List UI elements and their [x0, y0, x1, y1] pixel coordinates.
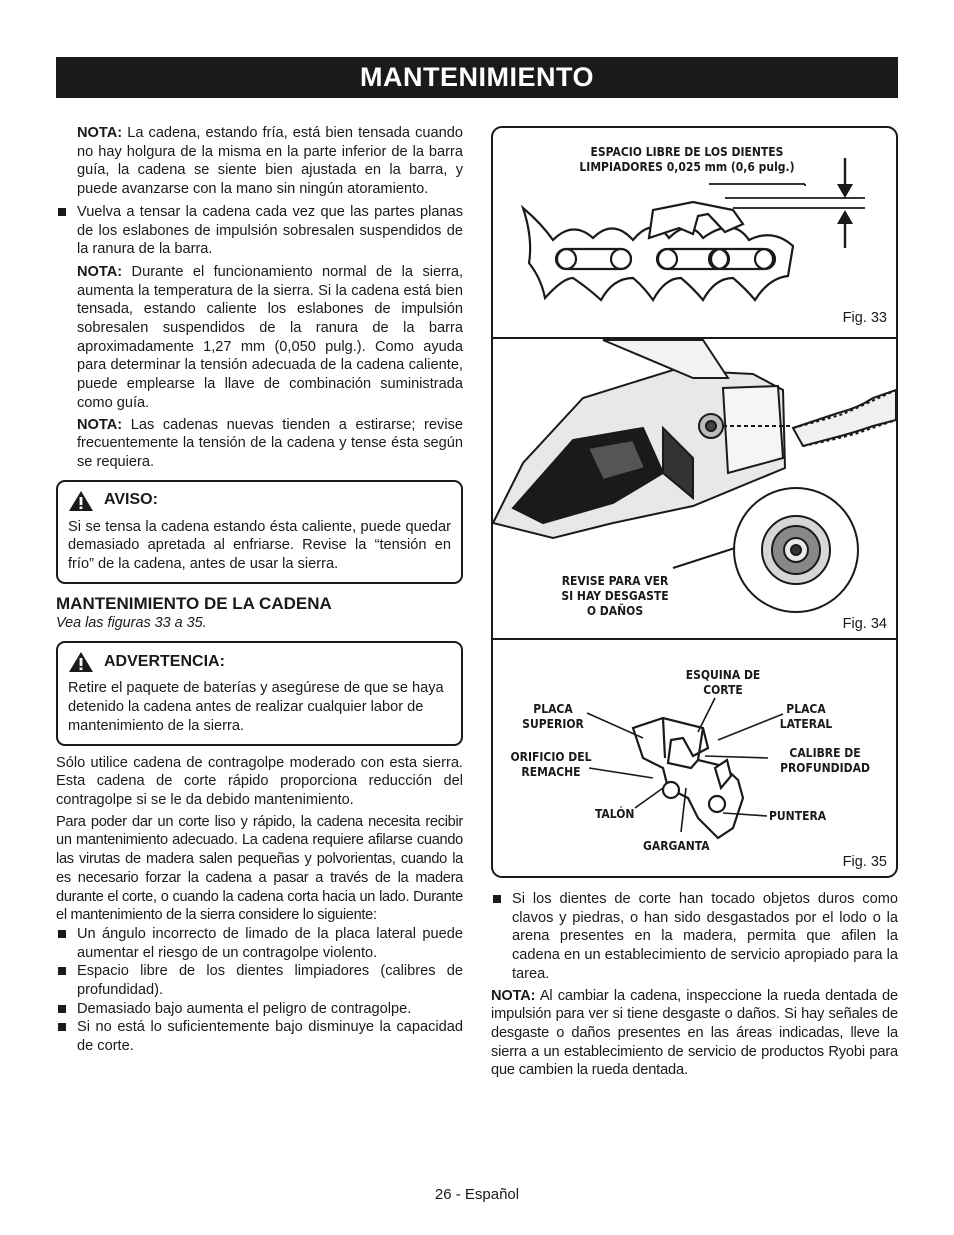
label-esquina-de-corte: ESQUINA DE CORTE — [685, 668, 761, 697]
paragraph-sharpening: Para poder dar un corte liso y rápido, la cadena necesita recibir un mantenimiento adecuado. La cadena requiere afilarse cuando las virutas de madera salen pequeñas y polvorientas, cuando la es necesario forzar la cadena a pasar a través de la madera durante el corte, o cuando la cadena corta hacia un lado. Durante el mantenimiento de la sierra considere lo siguiente: — [56, 813, 463, 924]
label-garganta: GARGANTA — [643, 839, 710, 853]
label-talon: TALÓN — [595, 807, 635, 821]
page-footer: 26 - Español — [434, 1186, 520, 1203]
warning-triangle-icon — [68, 490, 94, 512]
list-item: Vuelva a tensar la cadena cada vez que las partes planas de los eslabones de impulsión sobresalen suspendidos de la ranura de la barra. — [56, 203, 463, 259]
bullet-square-icon — [493, 895, 501, 903]
section-title: MANTENIMIENTO DE LA CADENA — [56, 593, 332, 613]
warning-triangle-icon — [68, 651, 94, 673]
fig35-caption: Fig. 35 — [842, 854, 887, 870]
bullet-square-icon — [58, 1023, 66, 1031]
fig34-label: REVISE PARA VER SI HAY DESGASTE O DAÑOS — [561, 574, 669, 618]
aviso-box — [56, 480, 463, 584]
fig33-chain-drawing — [523, 202, 793, 300]
list-item: Demasiado bajo aumenta el peligro de contragolpe. — [56, 1000, 463, 1019]
list-item: Un ángulo incorrecto de limado de la placa lateral puede aumentar el riesgo de un contragolpe violento. — [56, 925, 463, 962]
label-placa-lateral: PLACA LATERAL — [779, 702, 833, 731]
aviso-heading: AVISO: — [68, 490, 451, 512]
note-sprocket: NOTA: Al cambiar la cadena, inspeccione la rueda dentada de impulsión para ver si tiene desgaste o daños. Si hay señales de desgaste o daños presentes en las áreas indicadas, lleve la sierra a un establecimiento de servicio de productos Ryobi para que cambien la rueda dentada. — [491, 987, 898, 1079]
bullet-square-icon — [58, 1005, 66, 1013]
fig33-caption: Fig. 33 — [842, 310, 887, 326]
label-placa-superior: PLACA SUPERIOR — [522, 702, 584, 731]
bullet-square-icon — [58, 930, 66, 938]
right-column — [491, 890, 898, 1080]
figures-panel — [491, 126, 898, 878]
advertencia-box — [56, 641, 463, 745]
note-new-chains: NOTA: Las cadenas nuevas tienden a estirarse; revise frecuentemente la tensión de la cadena y tense ésta según se requiera. — [77, 416, 463, 470]
advertencia-text: Retire el paquete de baterías y asegúrese de que se haya detenido la cadena antes de realizar cualquier labor de mantenimiento de la sierra. — [68, 680, 444, 734]
bullet-square-icon — [58, 967, 66, 975]
fig34-saw-drawing — [493, 340, 896, 612]
paragraph-chain-type: Sólo utilice cadena de contragolpe moderado con esta sierra. Esta cadena de corte rápido proporciona reducción del contragolpe si se le da debido mantenimiento. — [56, 754, 463, 808]
list-item: Espacio libre de los dientes limpiadores (calibres de profundidad). — [56, 962, 463, 999]
aviso-text: Si se tensa la cadena estando ésta caliente, puede quedar demasiado apretada al enfriarse. Revise la “tensión en frío” de la cadena, antes de usar la sierra. — [68, 518, 451, 573]
left-column — [56, 124, 463, 1056]
advertencia-heading: ADVERTENCIA: — [68, 651, 451, 673]
fig33-label: ESPACIO LIBRE DE LOS DIENTES LIMPIADORES 0,025 mm (0,6 pulg.) — [579, 145, 795, 174]
list-item: Si no está lo suficientemente bajo disminuye la capacidad de corte. — [56, 1018, 463, 1055]
note-cold-tension: NOTA: La cadena, estando fría, está bien tensada cuando no hay holgura de la misma en la parte inferior de la barra guía, la cadena se siente bien ajustada en la barra, y puede avanzarse con la mano sin ningún atoramiento. — [77, 125, 463, 198]
fig34-caption: Fig. 34 — [842, 616, 887, 632]
label-puntera: PUNTERA — [769, 809, 827, 823]
section-subtitle: Vea las figuras 33 a 35. — [56, 614, 207, 631]
label-orificio-del-remache: ORIFICIO DEL REMACHE — [510, 750, 592, 779]
page-title: MANTENIMIENTO — [360, 62, 594, 92]
label-calibre-de-profundidad: CALIBRE DE PROFUNDIDAD — [780, 746, 870, 775]
bullet-square-icon — [58, 208, 66, 216]
note-hot-tension: NOTA: Durante el funcionamiento normal de la sierra, aumenta la temperatura de la sierra. Si la cadena está bien tensada, estando caliente los eslabones de impulsión sobresalen suspendidos de la ranura de la barra aproximadamente 1,27 mm (0,050 pulg.). Como ayuda para determinar la tensión adecuada de la cadena caliente, puede emplearse la llave de combinación suministrada como guía. — [77, 263, 463, 411]
page-title-banner — [56, 57, 898, 98]
list-item: Si los dientes de corte han tocado objetos duros como clavos y piedras, o han sido desgastados por el lodo o la arena presentes en la madera, permita que afilen la cadena en un establecimiento de servicio apropiado para la tarea. — [491, 890, 898, 984]
